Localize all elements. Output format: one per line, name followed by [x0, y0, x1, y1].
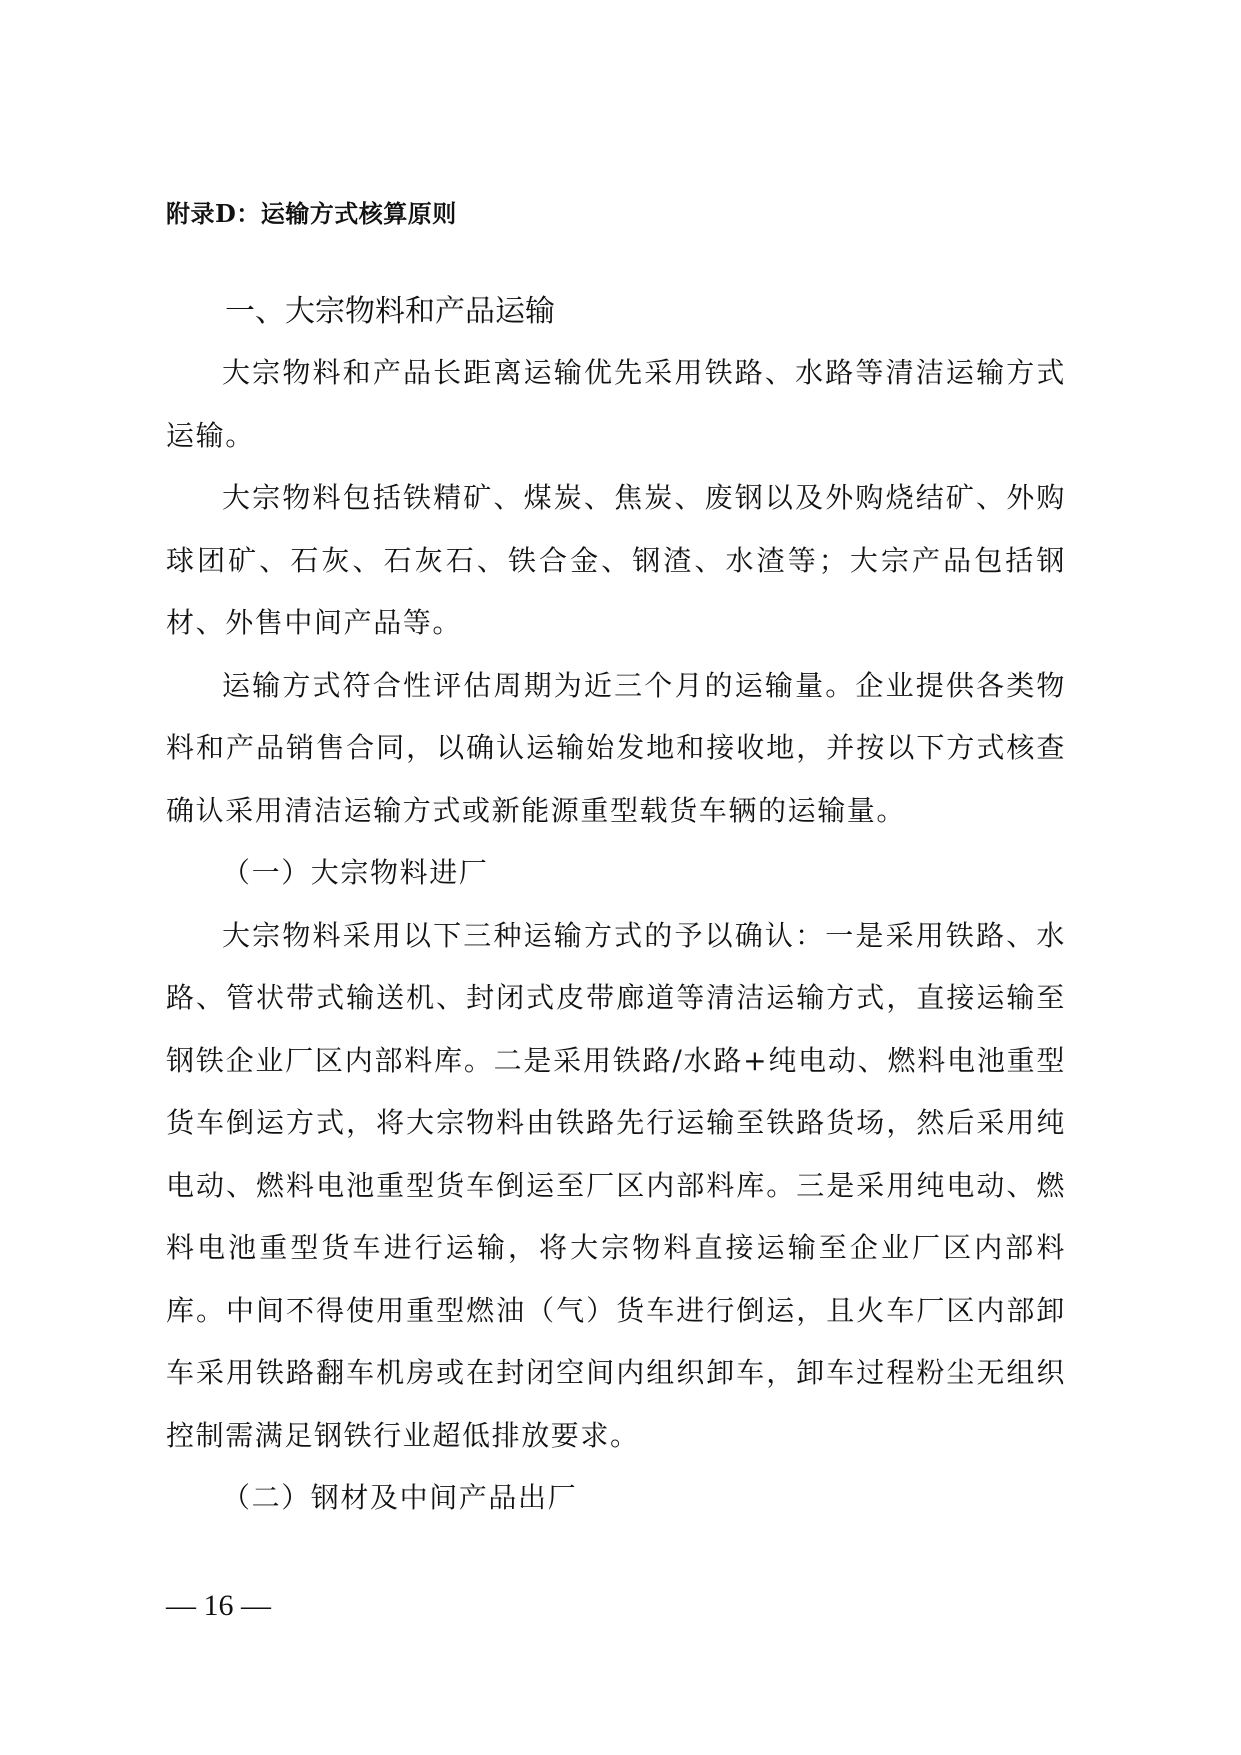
paragraph-transport-priority: 大宗物料和产品长距离运输优先采用铁路、水路等清洁运输方式运输。	[166, 356, 1066, 452]
section-heading: 一、大宗物料和产品运输	[225, 294, 555, 329]
appendix-title: 附录D：运输方式核算原则	[166, 199, 457, 228]
subsection-heading-outbound: （二）钢材及中间产品出厂	[222, 1481, 578, 1514]
paragraph-bulk-materials: 大宗物料包括铁精矿、煤炭、焦炭、废钢以及外购烧结矿、外购球团矿、石灰、石灰石、铁合金、钢渣、水渣等；大宗产品包括钢材、外售中间产品等。	[166, 481, 1066, 639]
subsection-heading-inbound: （一）大宗物料进厂	[222, 856, 489, 889]
paragraph-evaluation-period: 运输方式符合性评估周期为近三个月的运输量。企业提供各类物料和产品销售合同，以确认运输始发地和接收地，并按以下方式核查确认采用清洁运输方式或新能源重型载货车辆的运输量。	[166, 668, 1066, 827]
body-content	[166, 342, 1066, 1530]
paragraph-inbound-methods: 大宗物料采用以下三种运输方式的予以确认：一是采用铁路、水路、管状带式输送机、封闭式皮带廊道等清洁运输方式，直接运输至钢铁企业厂区内部料库。二是采用铁路/水路+纯电动、燃料电池重型货车倒运方式，将大宗物料由铁路先行运输至铁路货场，然后采用纯电动、燃料电池重型货车倒运至厂区内部料库。三是采用纯电动、燃料电池重型货车进行运输，将大宗物料直接运输至企业厂区内部料库。中间不得使用重型燃油（气）货车进行倒运，且火车厂区内部卸车采用铁路翻车机房或在封闭空间内组织卸车，卸车过程粉尘无组织控制需满足钢铁行业超低排放要求。	[166, 918, 1066, 1452]
page-number: — 16 —	[166, 1589, 271, 1622]
